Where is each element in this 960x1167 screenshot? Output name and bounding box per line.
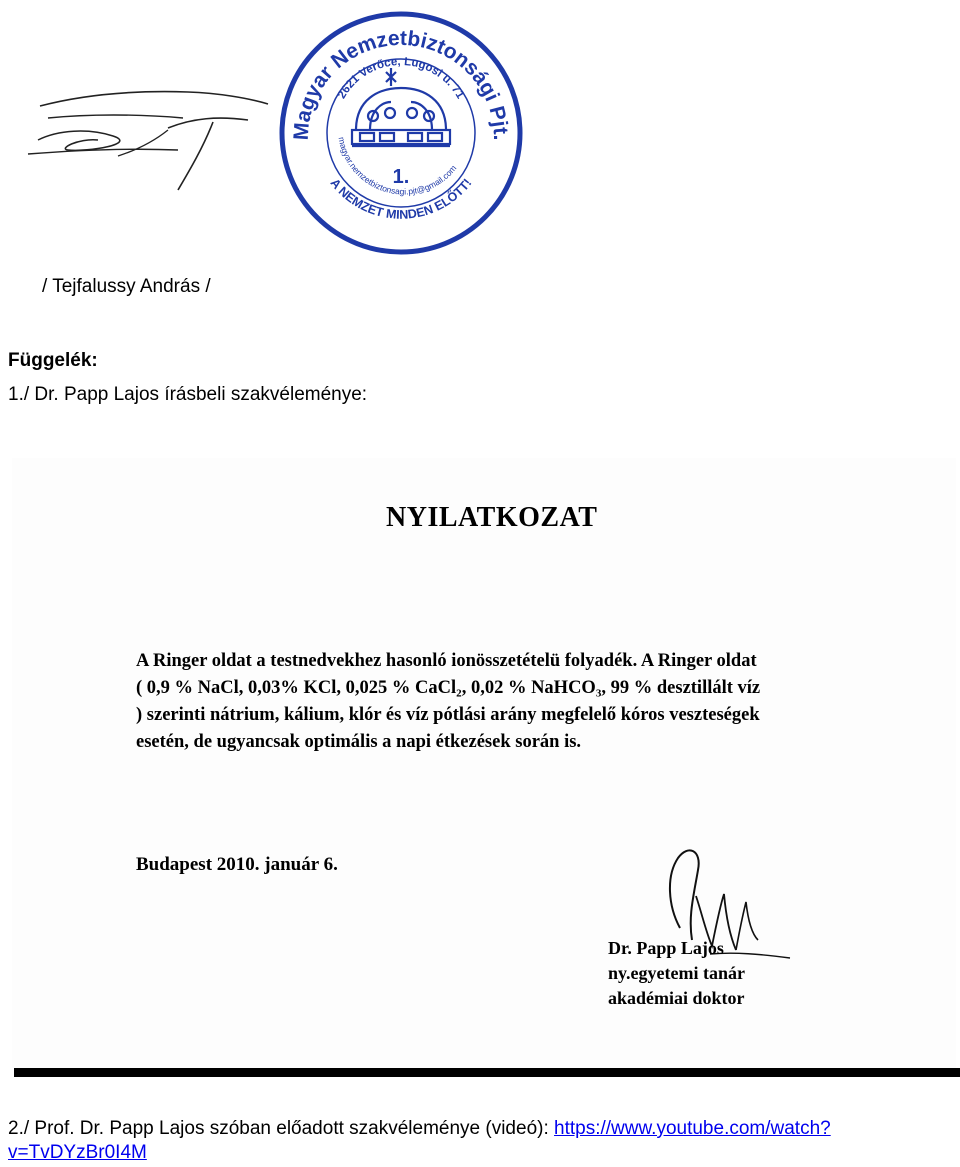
author-name: / Tejfalussy András / xyxy=(42,276,211,297)
appendix-item-2-text: 2./ Prof. Dr. Papp Lajos szóban előadott szakvéleménye (videó): xyxy=(8,1118,555,1139)
divider xyxy=(14,1068,960,1077)
signer-title: ny.egyetemi tanár xyxy=(608,963,745,983)
declaration-line: ) szerinti nátrium, kálium, klór és víz pótlási arány megfelelő kóros veszteségek xyxy=(136,705,760,725)
signer-degree: akadémiai doktor xyxy=(608,988,745,1008)
appendix-item-2 xyxy=(8,1117,958,1165)
stamp-address: 2621 Verőce, Lugosi u. 71 xyxy=(335,55,467,101)
appendix-title: Függelék: xyxy=(8,350,98,371)
organization-stamp xyxy=(278,10,524,256)
youtube-link[interactable]: https://www.youtube.com/watch?v=TvDYzBr0I4M xyxy=(8,1118,831,1163)
appendix-item-1: 1./ Dr. Papp Lajos írásbeli szakvéleménye: xyxy=(8,384,368,405)
declaration-body xyxy=(136,648,876,756)
signer-name: Dr. Papp Lajos xyxy=(608,938,724,958)
scanned-declaration xyxy=(12,458,956,1068)
stamp-outer-text: Magyar Nemzetbiztonsági Pjt. xyxy=(289,26,513,141)
stamp-email: magyar.nemzetbiztonsagi.pjt@gmail.com xyxy=(336,136,459,197)
declaration-title: NYILATKOZAT xyxy=(386,502,598,533)
stamp-motto: A NEMZET MINDEN ELŐTT! xyxy=(327,175,475,222)
signer-block xyxy=(608,936,745,1011)
crown-icon xyxy=(352,68,450,146)
declaration-line: esetén, de ugyancsak optimális a napi étkezések során is. xyxy=(136,732,582,752)
declaration-date: Budapest 2010. január 6. xyxy=(136,854,338,875)
author-signature xyxy=(18,78,288,198)
stamp-number: 1. xyxy=(392,166,410,188)
declaration-line: A Ringer oldat a testnedvekhez hasonló ionösszetételü folyadék. A Ringer oldat xyxy=(136,651,757,671)
declaration-line: ( 0,9 % NaCl, 0,03% KCl, 0,025 % CaCl₂, 0,02 % NaHCO₃, 99 % desztillált víz xyxy=(136,678,761,698)
